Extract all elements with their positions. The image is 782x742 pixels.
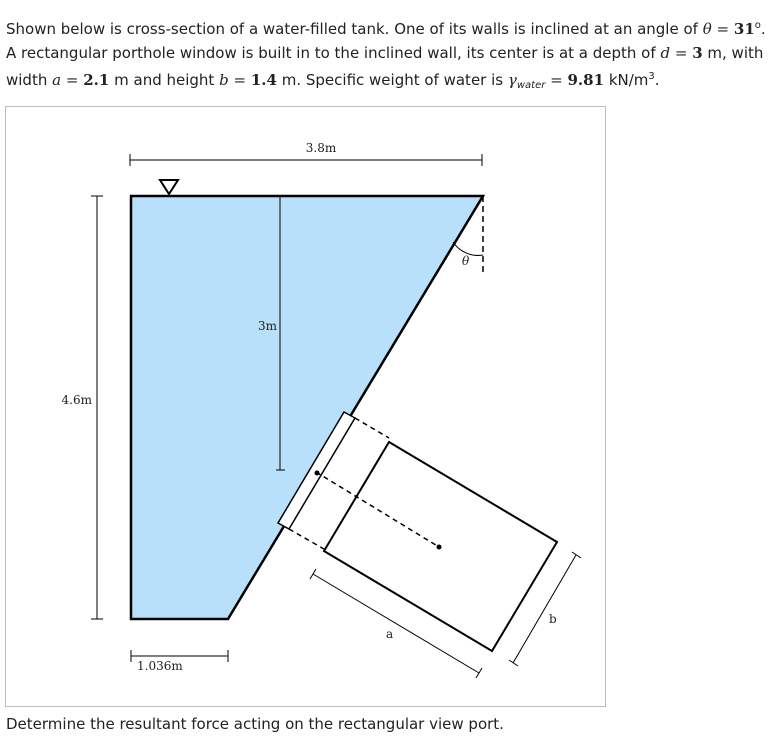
d-value: 3 [692, 44, 703, 62]
d-unit-text: m, with width [6, 44, 764, 89]
window-center-point [315, 471, 320, 476]
b-dimension [509, 552, 581, 666]
tank-diagram [6, 107, 607, 708]
b-symbol: b [219, 71, 229, 89]
intro-text: Shown below is cross-section of a water-filled tank. One of its walls is inclined at an angle of [6, 20, 698, 38]
water-region [131, 196, 483, 619]
tank-figure [5, 106, 606, 707]
gamma-symbol: γ [507, 71, 517, 89]
gamma-subscript: water [516, 80, 546, 91]
free-surface-icon [160, 180, 178, 194]
a-unit-text: m and height [114, 71, 215, 89]
theta-symbol: θ [702, 20, 712, 38]
top-width-dimension [130, 154, 482, 166]
projection-line-bottom [289, 529, 324, 549]
projected-center-point [437, 545, 442, 550]
b-label: b [549, 612, 557, 626]
a-label: a [386, 627, 394, 641]
gamma-unit: kN/m [608, 71, 649, 89]
a-value: 2.1 [83, 71, 110, 89]
top-width-label: 3.8m [305, 141, 337, 155]
after-theta-text: . A rectangular porthole window is built in to the inclined wall, its center is at a depth of [6, 20, 766, 62]
depth-label: 3m [258, 319, 278, 333]
end-text: . [654, 71, 660, 89]
problem-statement: Shown below is cross-section of a water-filled tank. One of its walls is inclined at an angle of θ = 31$^o$. A rectangular porthole window is built in to the inclined wall, its center is at a depth of d = 3 m, with width a = 2.1 m and height b = 1.4 m. Specific weight of water is $\gamma_{water} = 9.81$ $kN/m^3$. [6, 20, 766, 91]
theta-label: θ [462, 254, 470, 268]
bottom-width-label: 1.036m [137, 659, 183, 673]
question-text: Determine the resultant force acting on the rectangular view port. [6, 715, 504, 733]
d-symbol: d [660, 44, 671, 62]
height-label: 4.6m [61, 393, 92, 407]
theta-unit: o [754, 20, 761, 31]
center-line [316, 472, 439, 547]
a-symbol: a [52, 71, 62, 89]
b-value: 1.4 [250, 71, 277, 89]
b-unit-text: m. Specific weight of water is [281, 71, 504, 89]
theta-value: 31 [733, 20, 755, 38]
gamma-unit-power: 3 [648, 71, 655, 82]
projection-line-top [355, 418, 389, 438]
height-dimension [91, 196, 103, 619]
a-dimension [310, 569, 482, 678]
gamma-value: 9.81 [567, 71, 605, 89]
